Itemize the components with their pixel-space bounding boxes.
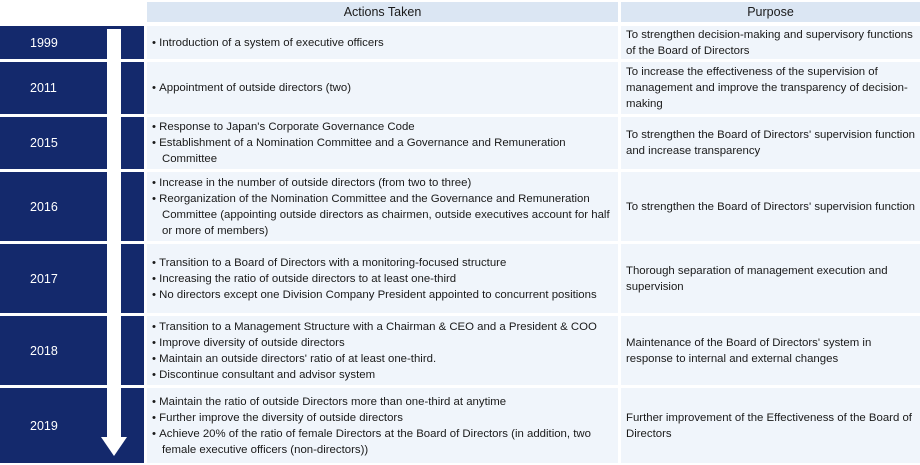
actions-cell	[147, 172, 618, 241]
action-item: • Achieve 20% of the ratio of female Directors at the Board of Directors (in addition, two female executive officers (non-directors))	[152, 426, 614, 458]
action-item: • Response to Japan's Corporate Governance Code	[152, 119, 614, 135]
year-label: 2015	[30, 136, 58, 150]
year-label: 2019	[30, 418, 58, 433]
action-item: • No directors except one Division Company President appointed to concurrent positions	[152, 287, 614, 303]
action-item: • Establishment of a Nomination Committee and a Governance and Remuneration Committee	[152, 135, 614, 167]
year-cell	[0, 316, 144, 385]
action-item: • Discontinue consultant and advisor system	[152, 367, 614, 383]
action-item: • Maintain the ratio of outside Directors more than one-third at anytime	[152, 394, 614, 410]
year-cell	[0, 117, 144, 169]
purpose-text: To strengthen the Board of Directors' supervision function	[626, 200, 915, 213]
purpose-text: Maintenance of the Board of Directors' system in response to internal and external changes	[626, 336, 872, 365]
year-label: 1999	[30, 35, 58, 50]
purpose-text: To strengthen decision-making and supervisory functions of the Board of Directors	[626, 28, 913, 57]
purpose-text: Thorough separation of management execution and supervision	[626, 264, 888, 293]
action-item: • Maintain an outside directors' ratio of at least one-third.	[152, 351, 614, 367]
action-item: • Transition to a Board of Directors with a monitoring-focused structure	[152, 255, 614, 271]
actions-cell	[147, 26, 618, 59]
action-item: • Further improve the diversity of outside directors	[152, 410, 614, 426]
purpose-cell	[621, 117, 920, 169]
year-cell	[0, 388, 144, 463]
action-item: • Reorganization of the Nomination Committee and the Governance and Remuneration Committee (appointing outside directors as chairmen, outside executives account for half or more of members)	[152, 191, 614, 239]
purpose-text: To increase the effectiveness of the supervision of management and improve the transparency of decision-making	[626, 66, 908, 110]
column-header-actions: Actions Taken	[147, 2, 618, 22]
year-label: 2011	[30, 81, 57, 95]
year-cell	[0, 172, 144, 241]
action-item: • Appointment of outside directors (two)	[152, 80, 614, 96]
column-header-purpose: Purpose	[621, 2, 920, 22]
year-label: 2017	[30, 271, 58, 286]
actions-cell	[147, 244, 618, 313]
year-label: 2018	[30, 343, 58, 358]
year-cell	[0, 26, 144, 59]
purpose-cell	[621, 62, 920, 114]
year-cell	[0, 62, 144, 114]
action-item: • Improve diversity of outside directors	[152, 335, 614, 351]
purpose-cell	[621, 244, 920, 313]
purpose-cell	[621, 388, 920, 463]
action-item: • Increasing the ratio of outside directors to at least one-third	[152, 271, 614, 287]
actions-cell	[147, 388, 618, 463]
purpose-text: To strengthen the Board of Directors' supervision function and increase transparency	[626, 129, 915, 157]
purpose-cell	[621, 316, 920, 385]
actions-cell	[147, 316, 618, 385]
purpose-cell	[621, 172, 920, 241]
action-item: • Increase in the number of outside directors (from two to three)	[152, 175, 614, 191]
purpose-cell	[621, 26, 920, 59]
action-item: • Introduction of a system of executive officers	[152, 35, 614, 51]
actions-cell	[147, 62, 618, 114]
year-cell	[0, 244, 144, 313]
action-item: • Transition to a Management Structure with a Chairman & CEO and a President & COO	[152, 319, 614, 335]
year-label: 2016	[30, 199, 58, 214]
actions-cell	[147, 117, 618, 169]
purpose-text: Further improvement of the Effectiveness of the Board of Directors	[626, 411, 912, 440]
